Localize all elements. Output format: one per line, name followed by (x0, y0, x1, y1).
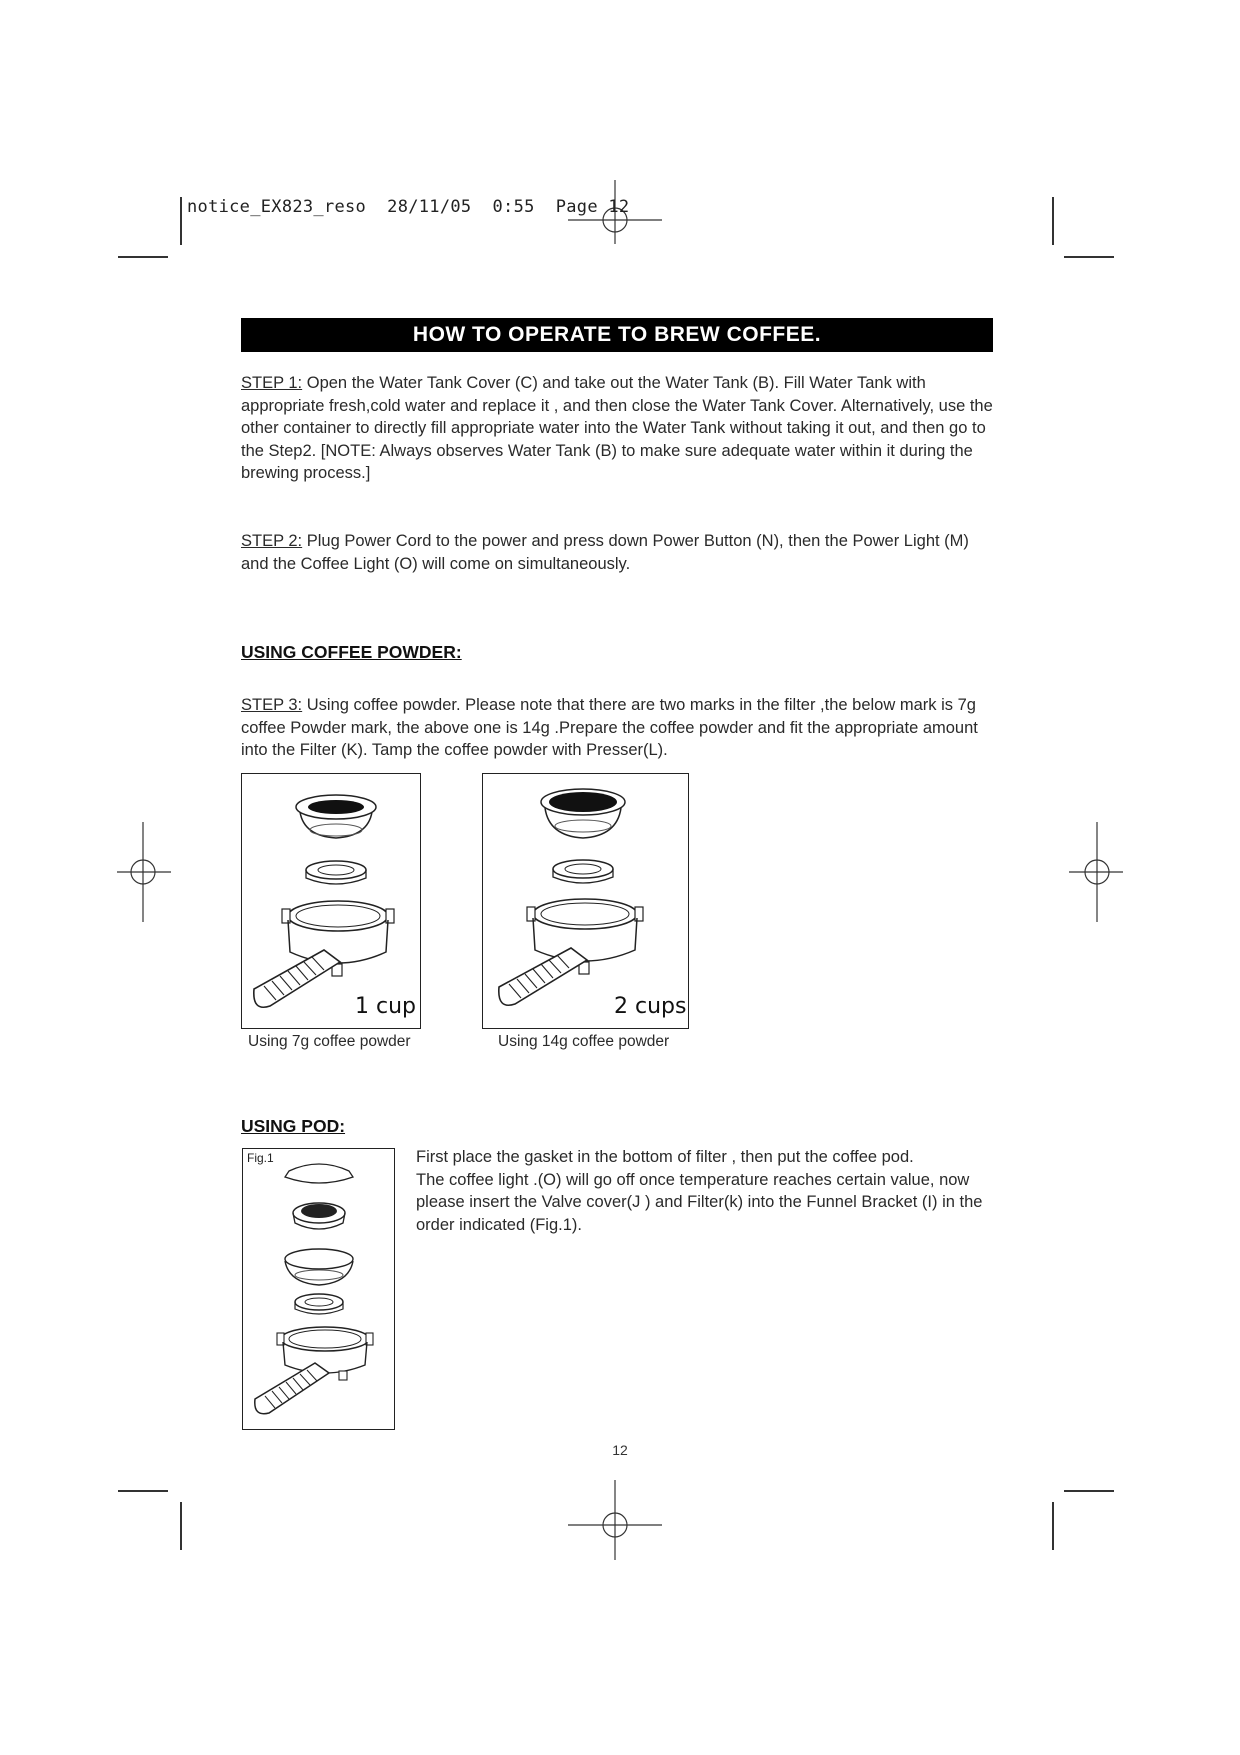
portafilter-illustration (242, 774, 420, 1028)
step2-paragraph (241, 530, 997, 575)
registration-mark-left (115, 822, 175, 922)
pod-instructions (416, 1146, 998, 1236)
pod-text-line2: The coffee light .(O) will go off once temperature reaches certain value, now please insert the Valve cover(J ) and Filter(k) into the Funnel Bracket (I) in the order indicated (Fig.1). (416, 1170, 983, 1234)
registration-mark-right (1065, 822, 1125, 922)
pod-figure (242, 1148, 395, 1430)
crop-mark (1052, 197, 1054, 245)
page-title: HOW TO OPERATE TO BREW COFFEE. (241, 318, 993, 352)
step1-paragraph (241, 372, 997, 485)
registration-mark-bottom (565, 1480, 665, 1560)
portafilter-illustration (483, 774, 688, 1028)
pod-heading: USING POD: (241, 1116, 346, 1136)
page-number: 12 (612, 1442, 628, 1458)
one-cup-label: 1 cup (355, 994, 416, 1019)
pod-assembly-illustration (243, 1149, 394, 1429)
print-slug: notice_EX823_reso 28/11/05 0:55 Page 12 (187, 197, 630, 217)
step3-label: STEP 3: (241, 696, 303, 714)
fig1-label: Fig.1 (247, 1151, 274, 1165)
pod-text-line1: First place the gasket in the bottom of filter , then put the coffee pod. (416, 1148, 914, 1166)
two-cups-label: 2 cups (614, 994, 687, 1019)
crop-mark (118, 1490, 168, 1492)
crop-mark (1052, 1502, 1054, 1550)
step2-text: Plug Power Cord to the power and press down Power Button (N), then the Power Light (M) and the Coffee Light (O) will come on simultaneously. (241, 532, 969, 573)
one-cup-figure (241, 773, 421, 1029)
two-cups-figure (482, 773, 689, 1029)
crop-mark (1064, 256, 1114, 258)
crop-mark (180, 1502, 182, 1550)
crop-mark (180, 197, 182, 245)
step3-text: Using coffee powder. Please note that there are two marks in the filter ,the below mark is 7g coffee Powder mark, the above one is 14g .Prepare the coffee powder and fit the appropriate amount into the Filter (K). Tamp the coffee powder with Presser(L). (241, 696, 978, 759)
step1-text: Open the Water Tank Cover (C) and take out the Water Tank (B). Fill Water Tank with appropriate fresh,cold water and replace it , and then close the Water Tank Cover. Alternatively, use the other container to directly fill appropriate water into the Water Tank without taking it out, and then go to the Step2. [NOTE: Always observes Water Tank (B) to make sure adequate water within it during the brewing process.] (241, 374, 993, 482)
coffee-powder-heading: USING COFFEE POWDER: (241, 642, 462, 662)
step3-paragraph (241, 694, 997, 762)
one-cup-caption: Using 7g coffee powder (248, 1033, 411, 1050)
step2-label: STEP 2: (241, 532, 303, 550)
crop-mark (118, 256, 168, 258)
step1-label: STEP 1: (241, 374, 303, 392)
two-cups-caption: Using 14g coffee powder (498, 1033, 670, 1050)
crop-mark (1064, 1490, 1114, 1492)
